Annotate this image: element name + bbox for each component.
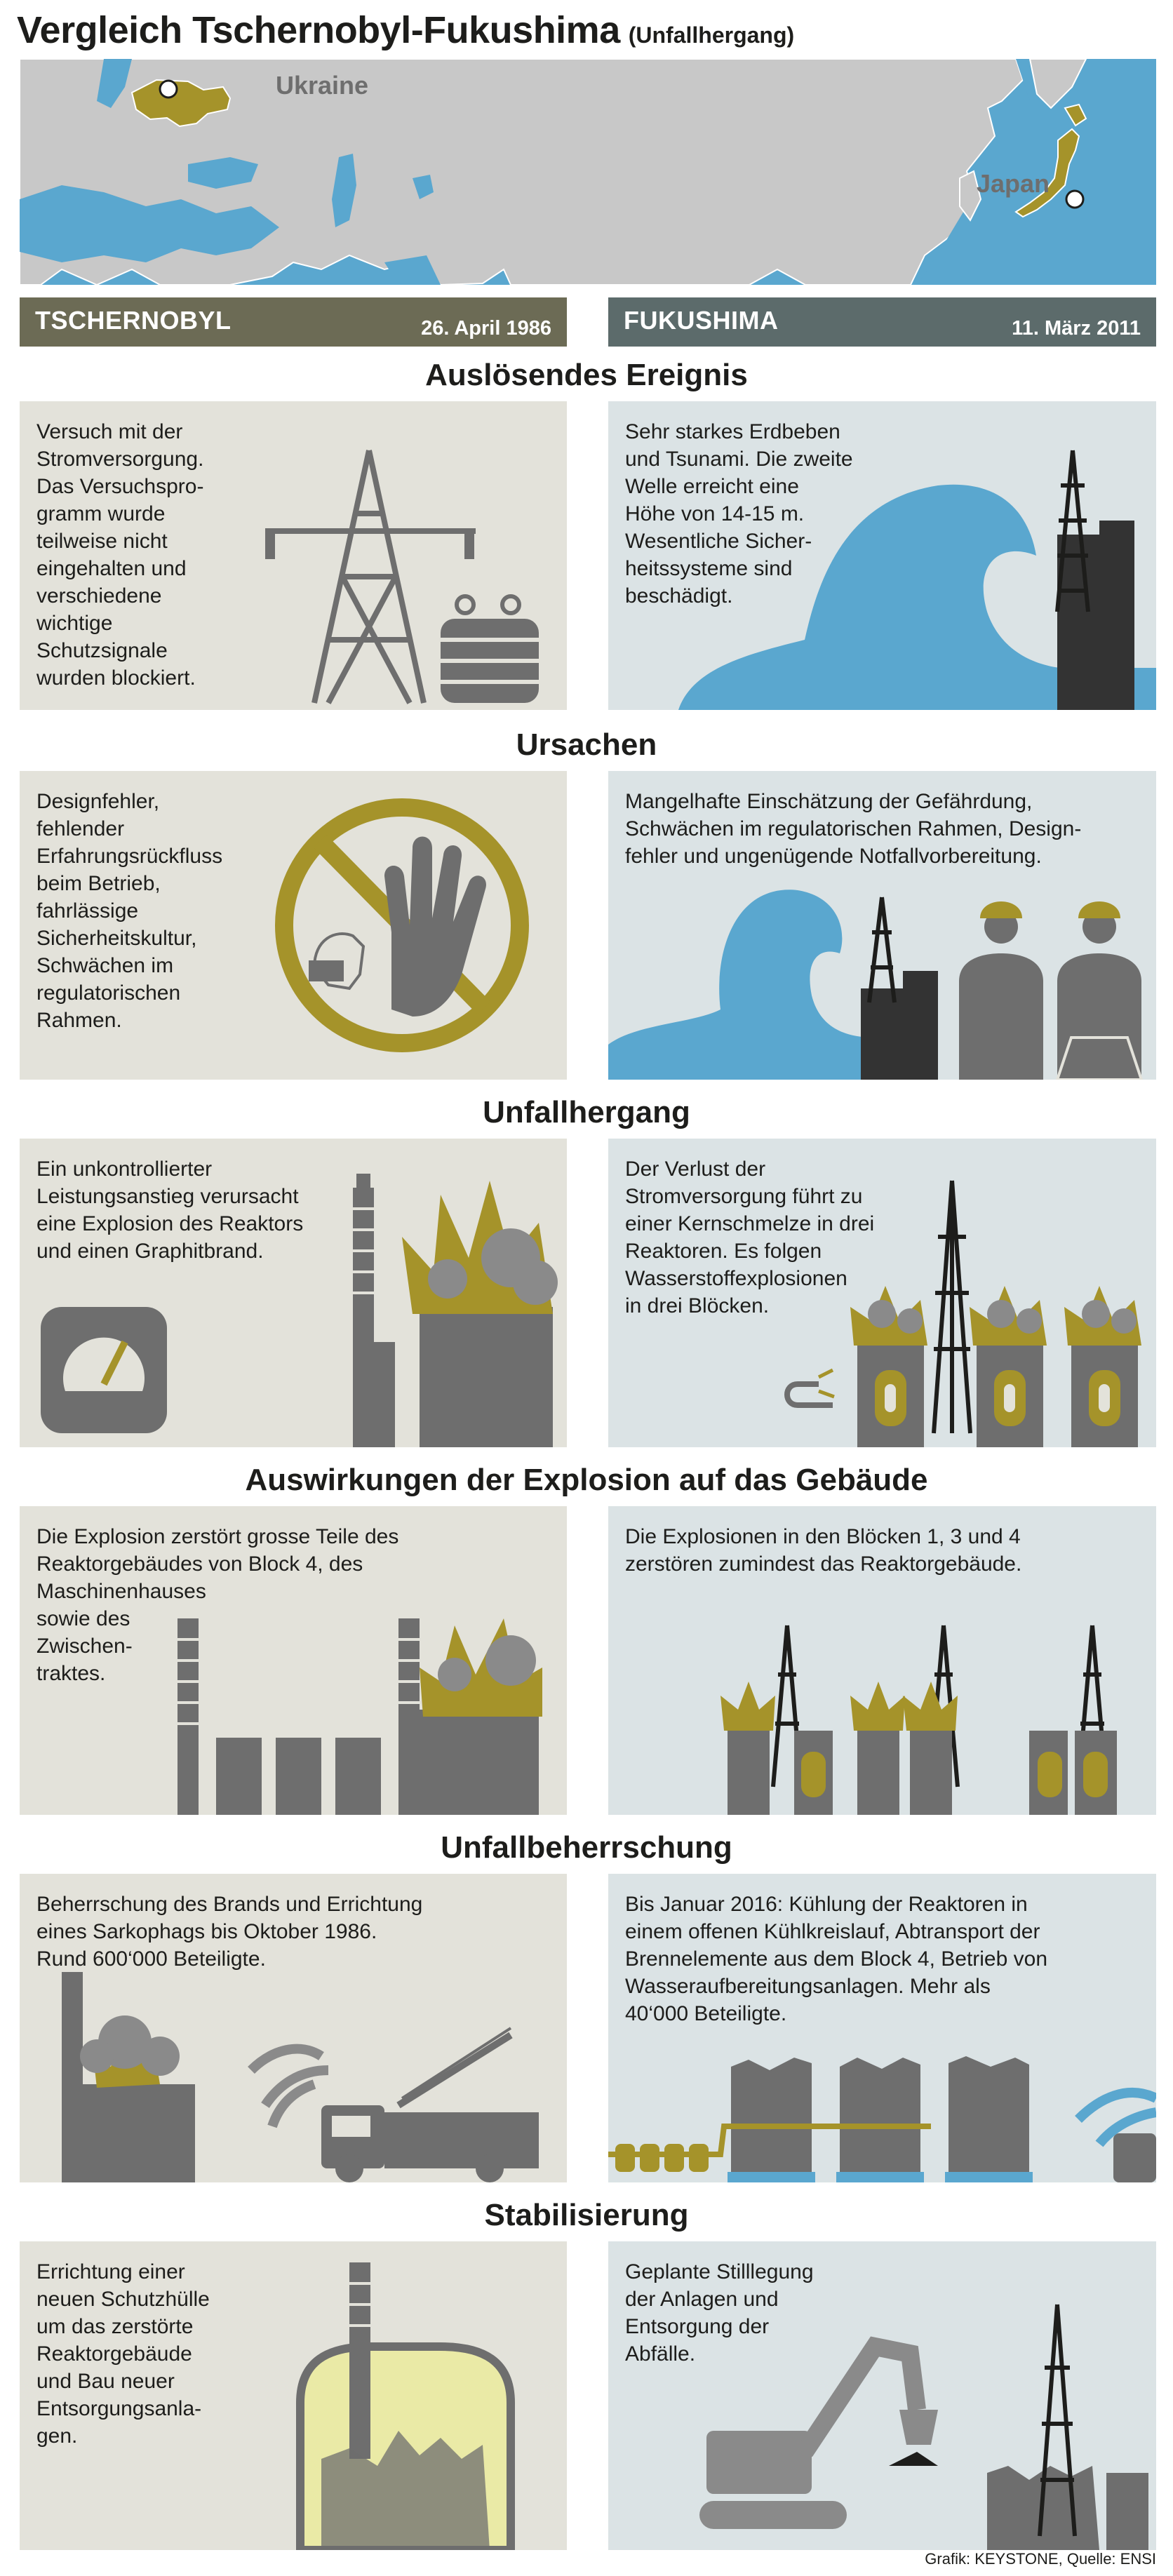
panel-tschernobyl-stabilisierung — [20, 2241, 567, 2550]
column-date: 26. April 1986 — [421, 317, 551, 340]
panel-text: Ein unkontrollierter Leistungsanstieg verursacht eine Explosion des Reaktors und einen Graphitbrand. — [36, 1158, 304, 1263]
panel-text: Beherrschung des Brands und Errichtung eines Sarkophags bis Oktober 1986. Rund 600‘000 Beteiligte. — [36, 1893, 423, 1971]
column-header-tschernobyl — [20, 297, 567, 347]
column-header-fukushima — [608, 297, 1156, 347]
panel-fukushima-ausloesendes-ereignis — [608, 401, 1156, 710]
column-name: FUKUSHIMA — [624, 306, 779, 335]
column-date: 11. März 2011 — [1012, 317, 1141, 340]
panel-text: Versuch mit der Stromversorgung. Das Versuchspro- gramm wurde teilweise nicht eingehalten und verschiedene wichtige Schutzsignale wurden blockiert. — [36, 420, 204, 690]
panel-text: Der Verlust der Stromversorgung führt zu einer Kernschmelze in drei Reaktoren. Es folgen Wasserstoffexplosionen in drei Blöcken. — [625, 1158, 875, 1317]
page-subtitle: (Unfallhergang) — [628, 22, 795, 48]
overview-map — [20, 59, 1156, 285]
panel-text: Bis Januar 2016: Kühlung der Reaktoren in einem offenen Kühlkreislauf, Abtransport der Brennelemente aus dem Block 4, Betrieb von Wasseraufbereitungsanlagen. Mehr als 40‘000 Beteiligte. — [625, 1893, 1048, 2025]
panel-tschernobyl-unfallbeherrschung — [20, 1874, 567, 2182]
panel-text: Errichtung einer neuen Schutzhülle um das zerstörte Reaktorgebäude und Bau neuer Entsorgungsanla- gen. — [36, 2260, 210, 2448]
panel-fukushima-auswirkungen — [608, 1506, 1156, 1815]
panel-text: Mangelhafte Einschätzung der Gefährdung, Schwächen im regulatorischen Rahmen, Design- fehler und ungenügende Notfallvorbereitung. — [625, 790, 1082, 868]
panel-text: Sehr starkes Erdbeben und Tsunami. Die zweite Welle erreicht eine Höhe von 14-15 m. Wesentliche Sicher- heitssysteme sind beschädigt. — [625, 420, 853, 608]
panel-tschernobyl-auswirkungen — [20, 1506, 567, 1815]
panel-tschernobyl-unfallhergang — [20, 1139, 567, 1447]
section-title: Auswirkungen der Explosion auf das Gebäude — [245, 1463, 928, 1497]
title-text: Vergleich Tschernobyl-Fukushima — [17, 9, 620, 51]
panel-text: Geplante Stilllegung der Anlagen und Entsorgung der Abfälle. — [625, 2260, 814, 2366]
map-label-ukraine: Ukraine — [276, 71, 369, 100]
column-name: TSCHERNOBYL — [35, 306, 232, 335]
map-label-japan: Japan — [977, 169, 1050, 198]
source-credit: Grafik: KEYSTONE, Quelle: ENSI — [925, 2550, 1156, 2568]
section-title: Stabilisierung — [484, 2198, 689, 2232]
panel-text: Die Explosionen in den Blöcken 1, 3 und 4 zerstören zumindest das Reaktorgebäude. — [625, 1525, 1022, 1576]
page-title — [17, 3, 794, 62]
panel-tschernobyl-ausloesendes-ereignis — [20, 401, 567, 710]
panel-text: Designfehler, fehlender Erfahrungsrückfluss beim Betrieb, fahrlässige Sicherheitskultur, Schwächen im regulatorischen Rahmen. — [36, 790, 223, 1032]
panel-fukushima-stabilisierung — [608, 2241, 1156, 2550]
section-title: Unfallhergang — [483, 1095, 690, 1129]
panel-fukushima-unfallbeherrschung — [608, 1874, 1156, 2182]
panel-text: Die Explosion zerstört grosse Teile des Reaktorgebäudes von Block 4, des Maschinenhauses sowie des Zwischen- traktes. — [36, 1525, 399, 1685]
panel-tschernobyl-ursachen — [20, 771, 567, 1080]
panel-fukushima-ursachen — [608, 771, 1156, 1080]
section-title: Auslösendes Ereignis — [425, 358, 748, 392]
section-title: Ursachen — [516, 727, 657, 762]
panel-fukushima-unfallhergang — [608, 1139, 1156, 1447]
section-title: Unfallbeherrschung — [441, 1830, 732, 1865]
